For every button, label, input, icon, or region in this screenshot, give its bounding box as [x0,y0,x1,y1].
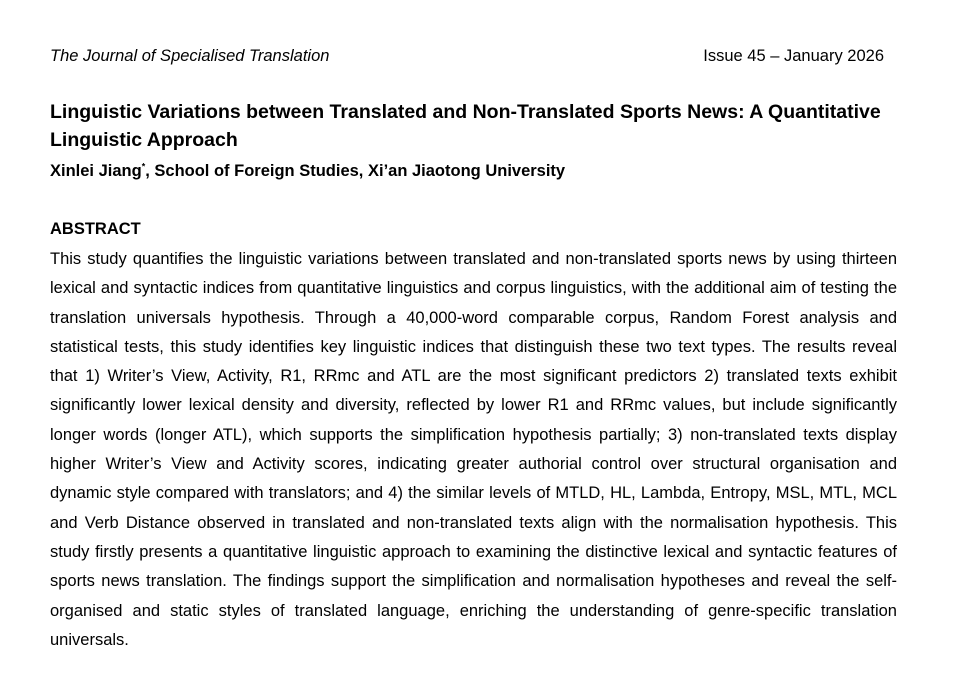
corresponding-author-mark: * [141,161,146,172]
running-header [50,44,884,68]
author-affiliation: , School of Foreign Studies, Xi’an Jiaotong University [145,162,566,180]
article-title: Linguistic Variations between Translated and Non-Translated Sports News: A Quantitative Linguistic Approach [50,101,881,151]
issue-info: Issue 45 – January 2026 [703,46,884,65]
journal-name: The Journal of Specialised Translation [50,46,330,65]
author-line [50,160,910,182]
abstract-text: This study quantifies the linguistic variations between translated and non-translated sports news by using thirteen lexical and syntactic indices from quantitative linguistics and corpus linguistics, with the additional aim of testing the translation universals hypothesis. Through a 40,000-word comparable corpus, Random Forest analysis and statistical tests, this study identifies key linguistic indices that distinguish these two text types. The results reveal that 1) Writer’s View, Activity, R1, RRmc and ATL are the most significant predictors 2) translated texts exhibit significantly lower lexical density and diversity, reflected by lower R1 and RRmc values, but include significantly longer words (longer ATL), which supports the simplification hypothesis partially; 3) non-translated texts display higher Writer’s View and Activity scores, indicating greater authorial control over structural organisation and dynamic style compared with translators; and 4) the similar levels of MTLD, HL, Lambda, Entropy, MSL, MTL, MCL and Verb Distance observed in translated and non-translated texts align with the normalisation hypothesis. This study firstly presents a quantitative linguistic approach to examining the distinctive lexical and syntactic features of sports news translation. The findings support the simplification and normalisation hypotheses and reveal the self-organised and static styles of translated language, enriching the understanding of genre-specific translation universals. [50,250,897,649]
abstract-heading: ABSTRACT [50,220,141,238]
author-name: Xinlei Jiang [50,162,142,180]
